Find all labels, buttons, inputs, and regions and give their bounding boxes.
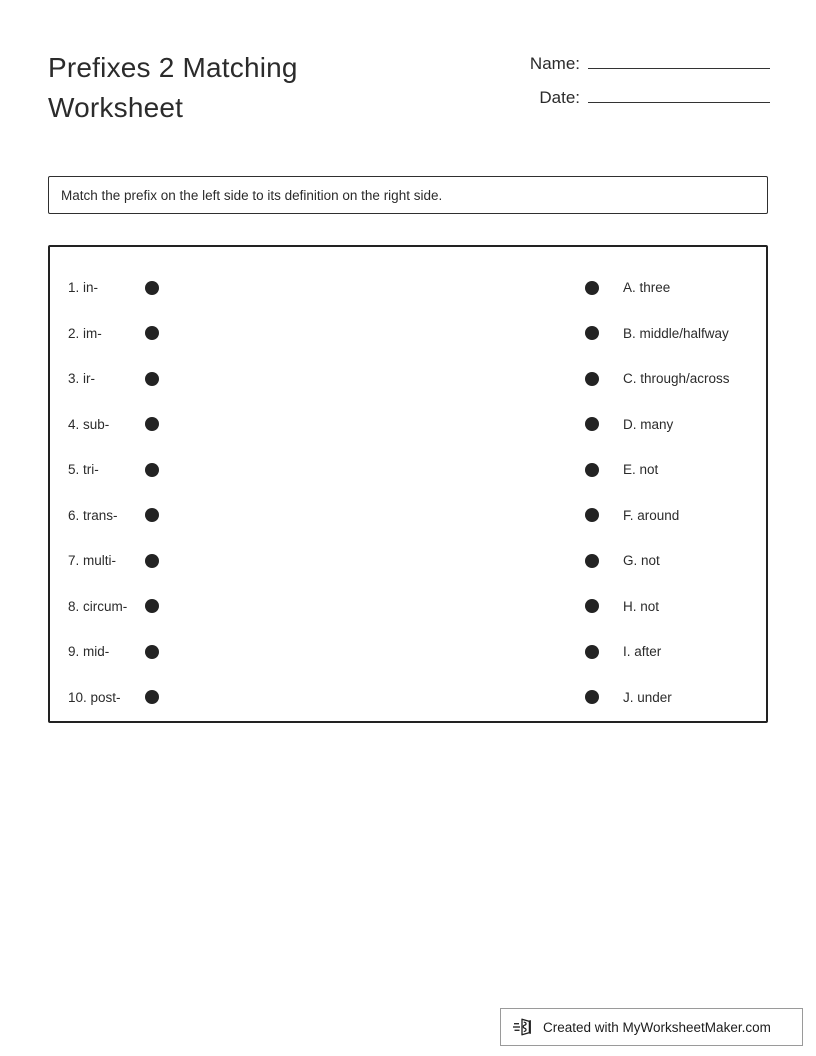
prefix-connector-dot[interactable] <box>145 554 159 568</box>
definition-label: I. after <box>623 644 662 660</box>
date-input-line[interactable] <box>588 82 770 103</box>
matching-right-cell <box>410 599 770 614</box>
prefix-connector-dot[interactable] <box>145 281 159 295</box>
prefix-connector-dot[interactable] <box>145 417 159 431</box>
prefix-label: 8. circum- <box>68 598 128 614</box>
definition-label: B. middle/halfway <box>623 325 729 341</box>
prefix-label: 2. im- <box>68 325 102 341</box>
prefix-label: 6. trans- <box>68 507 118 523</box>
matching-left-cell <box>50 326 410 341</box>
definition-label: C. through/across <box>623 371 730 387</box>
name-input-line[interactable] <box>588 48 770 69</box>
definition-connector-dot[interactable] <box>585 690 599 704</box>
definition-label: J. under <box>623 689 672 705</box>
page-title-line-2: Worksheet <box>48 92 184 123</box>
definition-connector-dot[interactable] <box>585 417 599 431</box>
definition-label: G. not <box>623 553 660 569</box>
matching-row <box>50 311 766 357</box>
prefix-connector-dot[interactable] <box>145 463 159 477</box>
date-label: Date: <box>539 88 580 107</box>
definition-label: D. many <box>623 416 674 432</box>
matching-grid <box>50 265 766 720</box>
page-title-line-1: Prefixes 2 Matching <box>48 52 298 83</box>
matching-left-cell <box>50 599 410 614</box>
prefix-connector-dot[interactable] <box>145 645 159 659</box>
name-label: Name: <box>529 54 580 73</box>
matching-left-cell <box>50 280 410 295</box>
matching-row <box>50 538 766 584</box>
matching-row <box>50 629 766 675</box>
prefix-label: 1. in- <box>68 280 99 296</box>
footer-attribution-text: Created with MyWorksheetMaker.com <box>543 1019 771 1035</box>
prefix-label: 9. mid- <box>68 644 110 660</box>
prefix-label: 3. ir- <box>68 371 95 387</box>
matching-right-cell <box>410 553 770 568</box>
prefix-label: 10. post- <box>68 689 121 705</box>
prefix-connector-dot[interactable] <box>145 599 159 613</box>
definition-connector-dot[interactable] <box>585 599 599 613</box>
matching-left-cell <box>50 644 410 659</box>
footer-attribution-badge[interactable] <box>500 1008 803 1046</box>
matching-row <box>50 265 766 311</box>
definition-connector-dot[interactable] <box>585 326 599 340</box>
prefix-label: 7. multi- <box>68 553 117 569</box>
student-info-block <box>500 48 770 116</box>
matching-row <box>50 675 766 721</box>
matching-row <box>50 356 766 402</box>
matching-row <box>50 402 766 448</box>
matching-exercise-box <box>48 245 768 723</box>
prefix-connector-dot[interactable] <box>145 372 159 386</box>
matching-left-cell <box>50 417 410 432</box>
matching-right-cell <box>410 280 770 295</box>
matching-row <box>50 447 766 493</box>
matching-right-cell <box>410 371 770 386</box>
matching-left-cell <box>50 553 410 568</box>
definition-connector-dot[interactable] <box>585 554 599 568</box>
definition-label: H. not <box>623 598 660 614</box>
matching-right-cell <box>410 417 770 432</box>
prefix-connector-dot[interactable] <box>145 508 159 522</box>
definition-label: E. not <box>623 462 659 478</box>
matching-right-cell <box>410 462 770 477</box>
page-title <box>48 48 468 128</box>
prefix-label: 4. sub- <box>68 416 110 432</box>
worksheet-header <box>0 0 816 150</box>
instructions-box <box>48 176 768 214</box>
matching-left-cell <box>50 462 410 477</box>
matching-row <box>50 493 766 539</box>
instructions-text: Match the prefix on the left side to its definition on the right side. <box>61 187 443 203</box>
prefix-label: 5. tri- <box>68 462 99 478</box>
definition-connector-dot[interactable] <box>585 508 599 522</box>
matching-left-cell <box>50 690 410 705</box>
matching-row <box>50 584 766 630</box>
definition-connector-dot[interactable] <box>585 372 599 386</box>
definition-connector-dot[interactable] <box>585 463 599 477</box>
definition-label: A. three <box>623 280 671 296</box>
matching-right-cell <box>410 644 770 659</box>
name-field-row <box>500 48 770 82</box>
definition-connector-dot[interactable] <box>585 281 599 295</box>
matching-left-cell <box>50 508 410 523</box>
matching-right-cell <box>410 326 770 341</box>
matching-left-cell <box>50 371 410 386</box>
prefix-connector-dot[interactable] <box>145 326 159 340</box>
definition-label: F. around <box>623 507 680 523</box>
matching-right-cell <box>410 690 770 705</box>
matching-right-cell <box>410 508 770 523</box>
worksheet-maker-logo-icon <box>513 1016 535 1038</box>
prefix-connector-dot[interactable] <box>145 690 159 704</box>
definition-connector-dot[interactable] <box>585 645 599 659</box>
date-field-row <box>500 82 770 116</box>
